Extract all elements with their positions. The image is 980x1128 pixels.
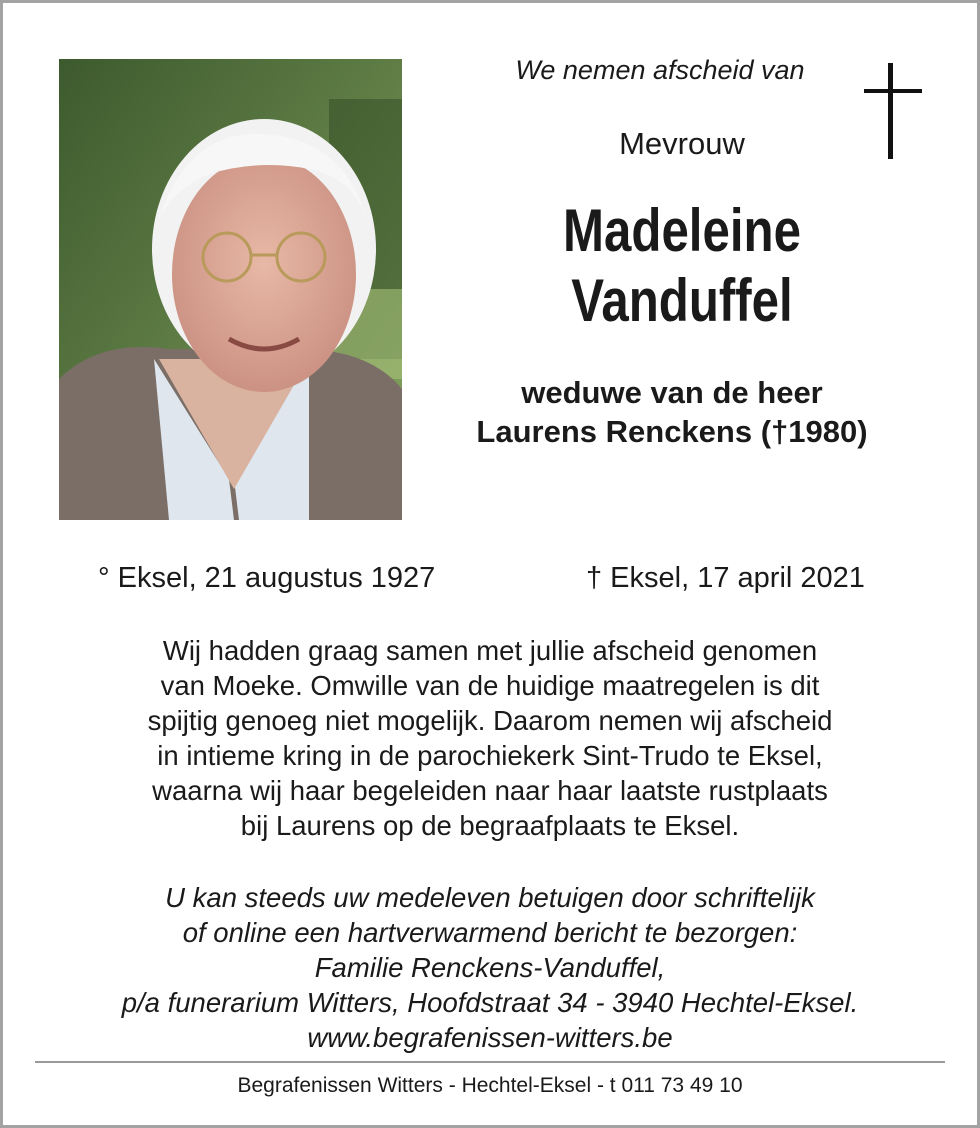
condolence-info xyxy=(40,880,940,1055)
message-line: bij Laurens op de begraafplaats te Eksel. xyxy=(240,810,740,841)
message-line: spijtig genoeg niet mogelijk. Daarom nemen wij afscheid xyxy=(147,705,833,736)
spouse-line-2: Laurens Renckens (†1980) xyxy=(476,414,868,449)
deceased-name xyxy=(484,196,881,336)
family-name: Familie Renckens-Vanduffel, xyxy=(314,952,666,983)
intro-text: We nemen afscheid van xyxy=(515,55,805,85)
message-line: van Moeke. Omwille van de huidige maatregelen is dit xyxy=(160,670,820,701)
address-line: p/a funerarium Witters, Hoofdstraat 34 - 3940 Hechtel-Eksel. xyxy=(121,987,859,1018)
condolence-line: U kan steeds uw medeleven betuigen door schriftelijk xyxy=(165,882,815,913)
spouse-info xyxy=(420,373,924,451)
footer-credit: Begrafenissen Witters - Hechtel-Eksel - t 011 73 49 10 xyxy=(237,1074,743,1097)
birth-date: ° Eksel, 21 augustus 1927 xyxy=(98,562,436,594)
death-date: † Eksel, 17 april 2021 xyxy=(586,562,865,594)
honorific-title: Mevrouw xyxy=(619,126,745,161)
spouse-line-1: weduwe van de heer xyxy=(521,375,823,410)
website-link[interactable]: www.begrafenissen-witters.be xyxy=(307,1022,673,1053)
farewell-message xyxy=(40,633,940,843)
portrait-photo xyxy=(59,59,402,520)
name-first: Madeleine xyxy=(563,197,801,264)
name-last: Vanduffel xyxy=(571,267,793,334)
message-line: waarna wij haar begeleiden naar haar laatste rustplaats xyxy=(152,775,828,806)
footer-divider xyxy=(35,1061,945,1063)
message-line: in intieme kring in de parochiekerk Sint-Trudo te Eksel, xyxy=(157,740,823,771)
message-line: Wij hadden graag samen met jullie afscheid genomen xyxy=(162,635,818,666)
condolence-line: of online een hartverwarmend bericht te bezorgen: xyxy=(182,917,798,948)
